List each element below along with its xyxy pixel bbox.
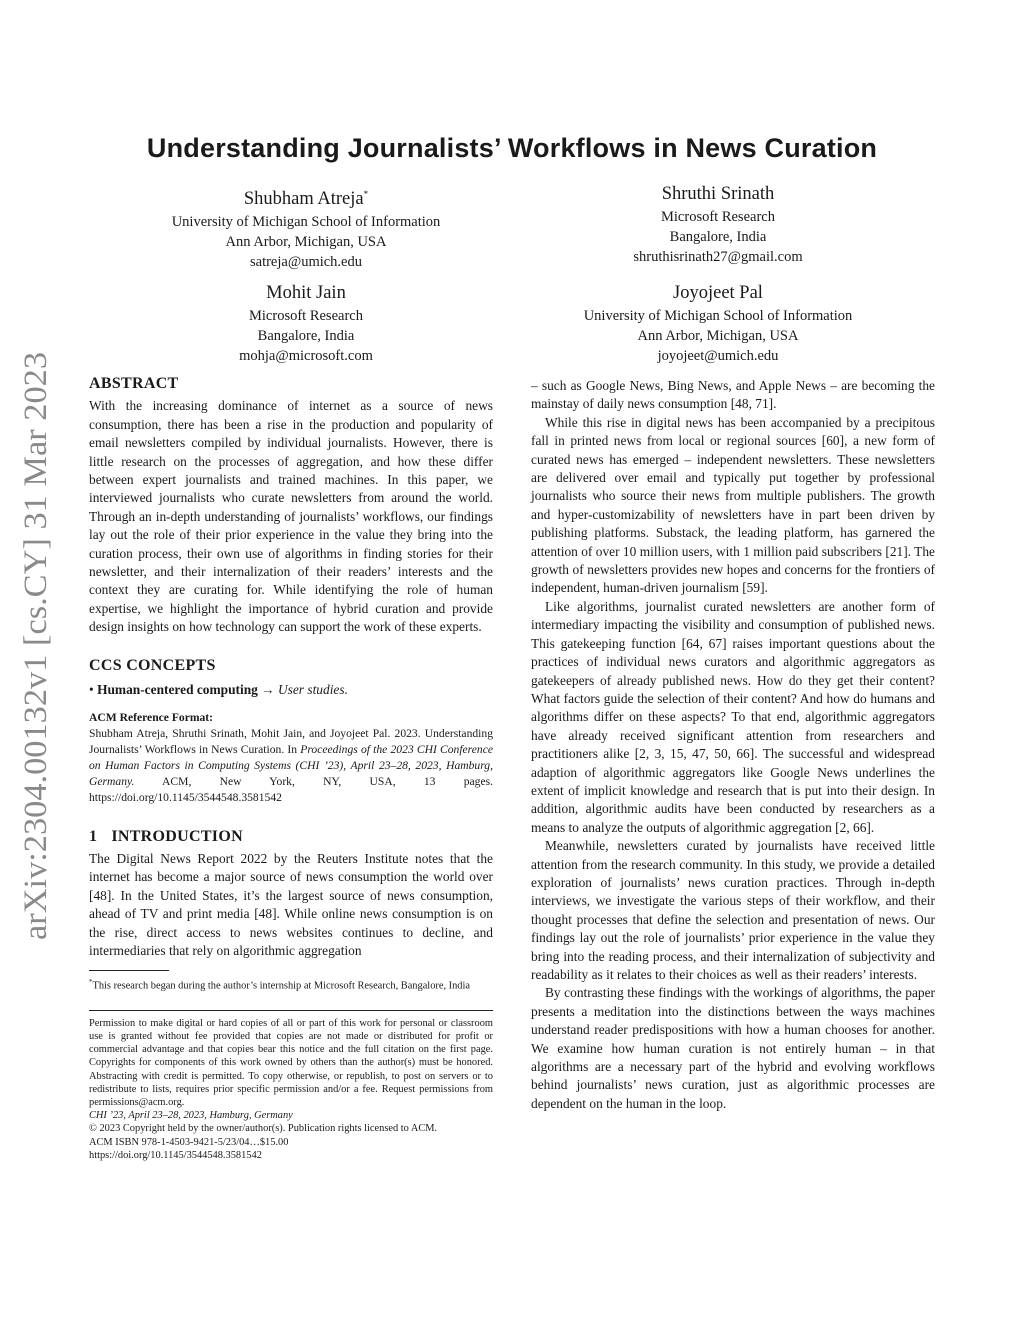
author-affiliation: University of Michigan School of Information [171, 214, 441, 231]
author-location: Ann Arbor, Michigan, USA [637, 328, 799, 344]
ccs-bullet: • [89, 682, 94, 698]
acm-reference-venue: Proceedings of the 2023 CHI Conference on Human Factors in Computing Systems (CHI ’23), April 23–28, 2023, Hamburg, Germany. [89, 742, 494, 788]
author-footnote: *This research began during the author’s internship at Microsoft Research, Bangalore, India [89, 978, 471, 992]
permission-venue: CHI ’23, April 23–28, 2023, Hamburg, Germany [89, 1110, 293, 1122]
ccs-heading: CCS CONCEPTS [89, 656, 216, 674]
author-email[interactable]: joyojeet@umich.edu [657, 348, 779, 364]
author-block [136, 182, 476, 272]
paper-title: Understanding Journalists’ Workflows in News Curation [146, 133, 878, 163]
intro-paragraph: The Digital News Report 2022 by the Reuters Institute notes that the internet has become a major source of news consumption the world over [48]. In the United States, it’s the largest source of news consumption, ahead of TV and print media [48]. While online news consumption is on the rise, direct access to news websites continues to decline, and intermediaries that rely on algorithmic aggregation [89, 850, 493, 958]
author-name: Mohit Jain [266, 283, 346, 303]
acm-reference-format [89, 710, 493, 806]
arxiv-stamp [8, 345, 58, 945]
permission-copyright: © 2023 Copyright held by the owner/author(s). Publication rights licensed to ACM. [89, 1123, 438, 1135]
intro-paragraph: By contrasting these findings with the workings of algorithms, the paper presents a meditation into the distinctions between the ways machines understand reader predispositions with how a human chooses for another. We examine how human curation is not entirely human – in that algorithms are a necessary part of the hybrid and evolving workflows behind journalists’ news curation, just as algorithmic processes are dependent on the human in the loop. [531, 985, 935, 1111]
arxiv-stamp-text: arXiv:2304.00132v1 [cs.CY] 31 Mar 2023 [18, 375, 54, 940]
author-location: Bangalore, India [669, 229, 767, 245]
intro-section-number: 1 [89, 827, 98, 845]
author-email[interactable]: satreja@umich.edu [250, 254, 362, 271]
ccs-concept-item [89, 681, 493, 699]
author-block [136, 281, 476, 366]
arxiv-stamp-graphic [8, 345, 58, 945]
left-column [89, 375, 493, 1162]
ccs-concept: Human-centered computing [97, 682, 258, 698]
author-name: Joyojeet Pal [673, 283, 763, 303]
permission-text: Permission to make digital or hard copies of all or part of this work for personal or classroom use is granted without fee provided that copies are not made or distributed for profit or commercial advantage and that copies bear this notice and the full citation on the first page. Copyrights for components of this work owned by others than the author(s) must be honored. Abstracting with credit is permitted. To copy otherwise, or republish, to post on servers or to redistribute to lists, requires prior specific permission and/or a fee. Request permissions from permissions@acm.org. [89, 1017, 493, 1109]
acm-reference-label: ACM Reference Format: [89, 710, 214, 724]
intro-paragraph: While this rise in digital news has been accompanied by a precipitous fall in printed news from local or regional sources [60], a new form of curated news has emerged – independent newsletters. These newsletters are delivered over email and typically put together by professional journalists who source their news from multiple publishers. The growth and hyper-customizability of newsletters have in part been driven by publishing platforms. Substack, the leading platform, has garnered the attention of over 10 million users, with 1 million paid subscribers [21]. The growth of newsletters provides new hopes and concerns for the frontiers of independent, human-driven journalism [59]. [531, 414, 935, 596]
author-location: Bangalore, India [257, 328, 355, 344]
author-name: Shubham Atreja* [243, 189, 369, 210]
author-block [548, 281, 888, 366]
abstract-heading: ABSTRACT [89, 375, 179, 392]
permission-doi[interactable]: https://doi.org/10.1145/3544548.3581542 [89, 1149, 262, 1161]
author-email[interactable]: mohja@microsoft.com [239, 348, 373, 364]
footnote-mark: * [89, 978, 93, 987]
author-footnote-mark: * [363, 189, 369, 199]
author-affiliation: University of Michigan School of Information [583, 308, 853, 324]
author-affiliation: Microsoft Research [661, 209, 775, 225]
permission-divider [89, 1010, 493, 1011]
author-email[interactable]: shruthisrinath27@gmail.com [633, 249, 803, 265]
intro-paragraph: Like algorithms, journalist curated newsletters are another form of intermediary impacting the visibility and consumption of published news. This gatekeeping function [64, 67] raises important questions about the practices of individual news curators and algorithmic aggregators as gatekeepers of already published news. How do they get their content? What factors guide the selection of their content? And how do humans and algorithms differ on these aspects? To that end, algorithmic aggregators have already received significant attention from researchers and practitioners alike [2, 3, 15, 47, 50, 66]. The successful and widespread adaption of algorithmic aggregators like Google News underlines the extent of implicit knowledge and research that is put into their design. In addition, algorithmic audits have been conducted by researchers as a means to analyze the outputs of algorithmic aggregation [2, 66]. [531, 598, 935, 835]
ccs-arrow: → [261, 682, 275, 698]
permission-block [89, 1017, 493, 1162]
author-affiliation: Microsoft Research [249, 308, 363, 324]
intro-paragraph-continued: – such as Google News, Bing News, and Apple News – are becoming the mainstay of daily news consumption [48, 71]. [531, 378, 935, 412]
abstract-text: With the increasing dominance of internet as a source of news consumption, there has been a rise in the production and popularity of email newsletters compiled by individual journalists. However, there is little research on the processes of aggregation, and how these differ between expert journalists and trained machines. In this paper, we interviewed journalists who curate newsletters from around the world. Through an in-depth understanding of journalists’ workflows, our findings lay out the role of their prior experience in the value they bring into the curation process, their own use of algorithms in finding stories for their newsletter, and their internalization of their readers’ interests and the context they are curating for. While identifying the role of human expertise, we highlight the importance of hybrid curation and provide design insights on how technology can support the work of these experts. [89, 398, 493, 635]
footnote-divider [89, 970, 169, 971]
acm-reference-authors: Shubham Atreja, Shruthi Srinath, Mohit Jain, and Joyojeet Pal. 2023. Understanding Journalists’ Workflows in News Curation. In [89, 726, 493, 756]
author-name: Shruthi Srinath [661, 184, 775, 204]
author-location: Ann Arbor, Michigan, USA [225, 234, 387, 251]
acm-reference-tail: ACM, New York, NY, USA, 13 pages. https://doi.org/10.1145/3544548.3581542 [89, 774, 494, 804]
author-block [548, 182, 888, 267]
right-column [531, 377, 935, 1113]
ccs-subconcept: User studies. [277, 682, 348, 698]
intro-paragraph: Meanwhile, newsletters curated by journalists have received little attention from the research community. In this study, we provide a detailed exploration of journalists’ news curation practices. Through in-depth interviews, we investigate the various steps of their workflow, and their thought processes that define the selection and presentation of news. Our findings lay out the role of journalists’ prior experience in the value they bring into the reading process, and their internalization of subjectivity and readability as it relates to their choices as well as their readers’ interests. [531, 838, 935, 982]
permission-isbn: ACM ISBN 978-1-4503-9421-5/23/04…$15.00 [89, 1136, 289, 1148]
intro-heading: 1 INTRODUCTION [89, 827, 243, 845]
